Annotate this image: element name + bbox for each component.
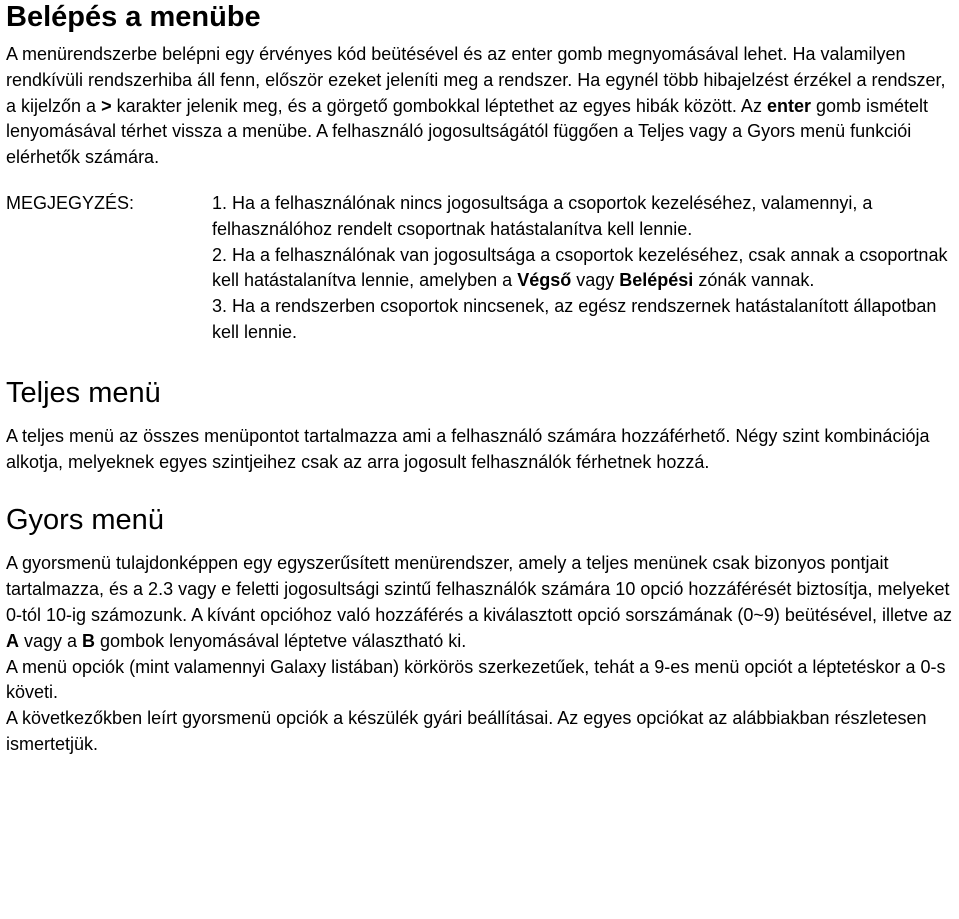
gt-character: > — [101, 95, 112, 116]
note-item-2-text-a: 2. Ha a felhasználónak van jogosultsága a csoportok kezeléséhez, csak annak a csoportnak kell hatástalanítva lennie, amelyben a — [212, 244, 948, 291]
heading-gyors-menu: Gyors menü — [6, 504, 164, 537]
intro-text-2: karakter jelenik meg, és a görgető gombokkal léptethet az egyes hibák között. Az — [111, 95, 767, 116]
full-menu-paragraph: A teljes menü az összes menüpontot tartalmazza ami a felhasználó számára hozzáférhető. Négy szint kombinációja alkotja, melyeknek egyes szintjeihez csak az arra jogosult felhasználók férhetnek hozzá. — [6, 425, 930, 472]
enter-key-label: enter — [766, 95, 811, 116]
quick-menu-paragraph-2: A menü opciók (mint valamennyi Galaxy listában) körkörös szerkezetűek, tehát a 9-es menü opciót a léptetéskor a 0-s követi. — [6, 656, 946, 703]
note-item-3: 3. Ha a rendszerben csoportok nincsenek, az egész rendszernek hatástalanított állapotban kell lennie. — [212, 296, 937, 342]
heading-belepes: Belépés a menübe — [6, 1, 261, 33]
note-item-1: 1. Ha a felhasználónak nincs jogosultsága a csoportok kezeléséhez, valamennyi, a felhasználóhoz rendelt csoportnak hatástalanítva kell lennie. — [212, 192, 873, 239]
note-item-2 — [212, 243, 953, 295]
intro-paragraph — [6, 42, 953, 171]
note-items — [212, 191, 953, 346]
intro-text-3: gomb ismételt lenyomásával térhet vissza a menübe. A felhasználó jogosultságától függően a Teljes vagy a Gyors menü funkciói elérhetők számára. — [6, 95, 929, 168]
intro-text-1: A menürendszerbe belépni egy érvényes kód beütésével és az enter gomb megnyomásával lehet. Ha valamilyen rendkívüli rendszerhiba áll fenn, először ezeket jeleníti meg a rendszer. Ha egynél több hibajelzést érzékel a rendszer, a kijelzőn a — [6, 44, 946, 116]
key-a-label: A — [6, 630, 19, 651]
quick-p1-text-c: gombok lenyomásával léptetve választható ki. — [95, 630, 467, 651]
note-block — [6, 191, 953, 346]
key-b-label: B — [82, 630, 96, 651]
quick-p1-text-a: A gyorsmenü tulajdonképpen egy egyszerűsített menürendszer, amely a teljes menünek csak bizonyos pontjait tartalmazza, és a 2.3 vagy e feletti jogosultsági szintű felhasználók számára 10 opció hozzáférését biztosítja, melyeket 0-tól 10-ig számozunk. A kívánt opcióhoz való hozzáférés a kiválasztott opció sorszámának (0~9) beütésével, illetve az — [6, 553, 952, 625]
quick-menu-paragraph-1 — [6, 551, 953, 654]
note-label: MEGJEGYZÉS: — [6, 192, 135, 213]
quick-p1-text-b: vagy a — [19, 630, 83, 651]
note-item-2-belepesi: Belépési — [619, 270, 694, 291]
note-item-2-text-b: vagy — [571, 270, 620, 291]
note-item-2-vegso: Végső — [517, 270, 572, 291]
quick-menu-paragraph-3: A következőkben leírt gyorsmenü opciók a készülék gyári beállításai. Az egyes opciókat az alábbiakban részletesen ismertetjük. — [6, 708, 927, 754]
heading-teljes-menu: Teljes menü — [6, 376, 161, 409]
note-item-2-text-c: zónák vannak. — [693, 270, 815, 291]
